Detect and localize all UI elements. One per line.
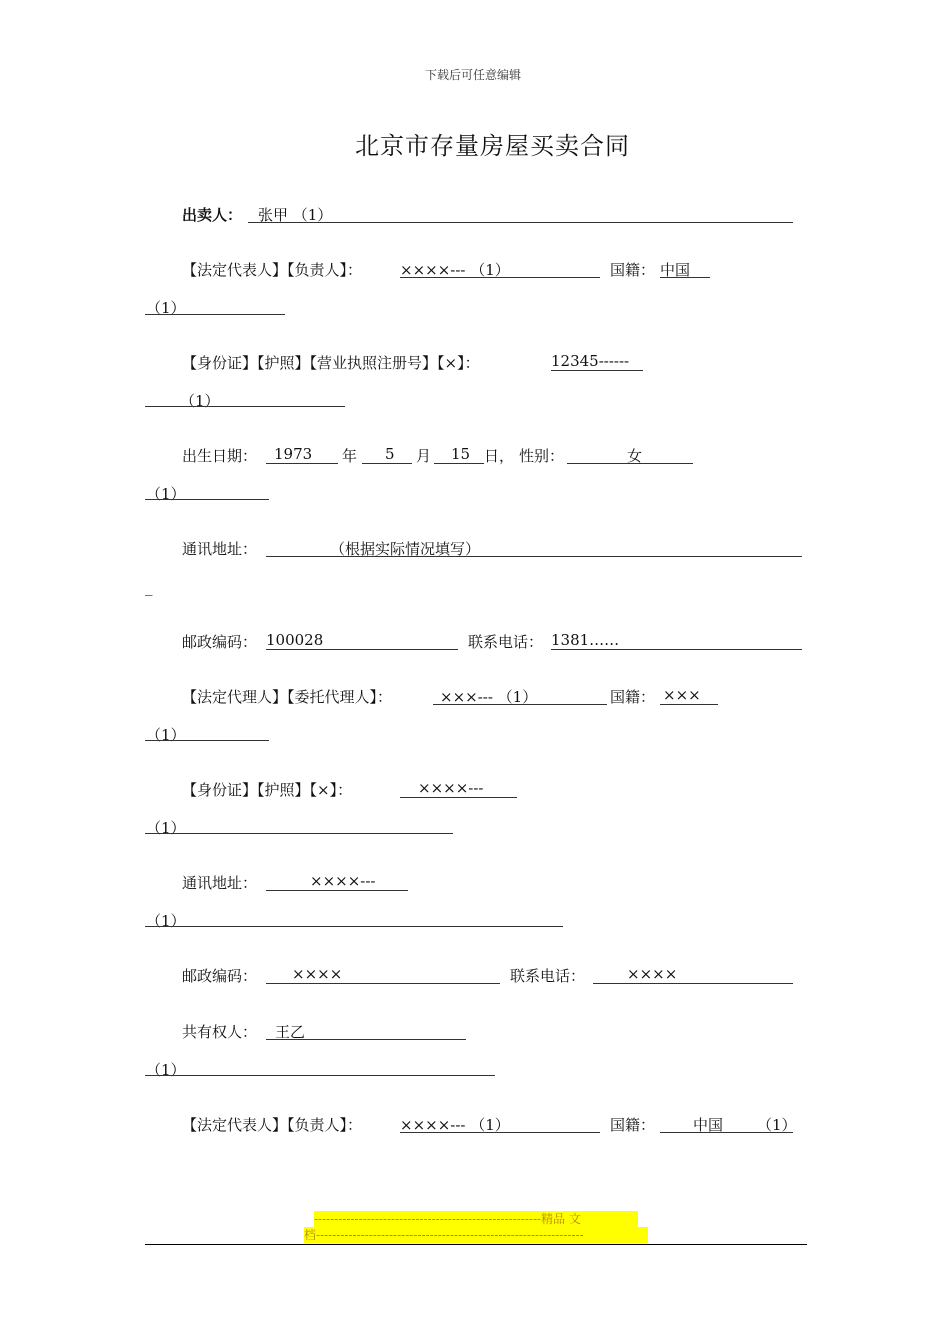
seller-nationality-value: 中国 [660,261,691,279]
agent-nationality-note: （1） [146,726,186,744]
co-owner-legal-rep-underline [400,1132,600,1133]
seller-legal-rep-label: 【法定代表人】【负责人】： [182,261,363,279]
agent-nationality-value: ××× [663,686,701,704]
birth-note-underline [145,499,269,500]
agent-address-note: （1） [146,912,186,930]
gender-value: 女 [627,447,643,465]
seller-nationality-underline [660,277,710,278]
agent-id-note: （1） [146,819,186,837]
gender-underline [567,463,693,464]
seller-address-value: （根据实际情况填写） [330,540,481,558]
seller-label: 出卖人： [182,206,243,224]
co-owner-legal-rep-value: ××××--- （1） [400,1116,510,1134]
agent-nationality-note-underline [145,740,269,741]
birth-day-underline [434,463,484,464]
agent-postcode-value: ×××× [292,965,343,983]
seller-nationality-label: 国籍： [610,261,656,279]
seller-name-underline [248,222,793,223]
co-owner-underline [266,1039,466,1040]
co-owner-legal-rep-label: 【法定代表人】【负责人】： [182,1116,363,1134]
seller-id-note: （1） [180,392,220,410]
footer-line-1-dashes: -------------------------------------------------------- [314,1212,542,1226]
month-unit: 月 [416,447,432,465]
agent-nationality-underline [660,704,718,705]
birth-year: 1973 [274,445,313,463]
seller-address-tail: _ [145,578,153,596]
seller-id-underline [551,370,643,371]
agent-value: ×××--- （1） [440,688,538,706]
footer-line-2-text: 档 [304,1228,317,1242]
seller-name: 张甲 （1） [258,206,333,224]
seller-nationality-note: （1） [146,299,186,317]
birth-note: （1） [146,485,186,503]
footer-line-2-dashes: ------------------------------------------------------------------ [316,1228,584,1242]
birth-label: 出生日期： [182,447,258,465]
birth-month: 5 [385,445,395,463]
agent-id-label: 【身份证】【护照】【×】： [182,781,353,799]
seller-nationality-note-underline [145,314,285,315]
agent-phone-label: 联系电话： [510,967,586,985]
footer-line-1 [314,1211,638,1227]
co-owner-nationality-note: （1） [757,1116,797,1134]
co-owner-nationality-label: 国籍： [610,1116,656,1134]
seller-phone-underline [551,649,802,650]
agent-address-value: ××××--- [310,872,376,890]
agent-nationality-label: 国籍： [610,688,656,706]
birth-year-underline [266,463,338,464]
birth-month-underline [362,463,412,464]
agent-phone-underline [593,983,793,984]
seller-postcode-value: 100028 [266,631,324,649]
agent-address-note-underline [145,926,563,927]
co-owner-note: （1） [146,1061,186,1079]
co-owner-nationality-underline [660,1132,793,1133]
co-owner-value: 王乙 [275,1023,306,1041]
agent-postcode-underline [266,983,500,984]
header-note: 下载后可任意编辑 [425,68,522,82]
seller-phone-value: 1381…… [551,631,620,649]
agent-address-label: 通讯地址： [182,874,258,892]
seller-address-label: 通讯地址： [182,540,258,558]
co-owner-label: 共有权人： [182,1023,258,1041]
year-unit: 年 [342,447,358,465]
agent-id-underline [400,797,517,798]
co-owner-nationality-value: 中国 [693,1116,724,1134]
seller-legal-rep-underline [400,277,600,278]
agent-postcode-label: 邮政编码： [182,967,258,985]
agent-id-value: ××××--- [418,779,484,797]
agent-value-underline [433,704,607,705]
seller-id-note-underline [145,406,345,407]
agent-label: 【法定代理人】【委托代理人】： [182,688,393,706]
birth-day: 15 [451,445,471,463]
seller-phone-label: 联系电话： [468,633,544,651]
seller-id-value: 12345------ [551,352,630,370]
seller-postcode-underline [266,649,458,650]
footer-line-2 [304,1227,648,1243]
footer-rule [145,1244,807,1245]
footer-line-1-text: 精品 文 [541,1212,581,1226]
agent-phone-value: ×××× [627,965,678,983]
seller-postcode-label: 邮政编码： [182,633,258,651]
seller-id-label: 【身份证】【护照】【营业执照注册号】【×】： [182,354,480,372]
document-title: 北京市存量房屋买卖合同 [355,132,630,160]
gender-label: 性别： [519,447,565,465]
co-owner-note-underline [145,1075,495,1076]
seller-address-underline [266,556,802,557]
seller-legal-rep-value: ××××--- （1） [400,261,510,279]
day-unit: 日， [484,447,515,465]
agent-address-underline [266,890,408,891]
agent-id-note-underline [145,833,453,834]
